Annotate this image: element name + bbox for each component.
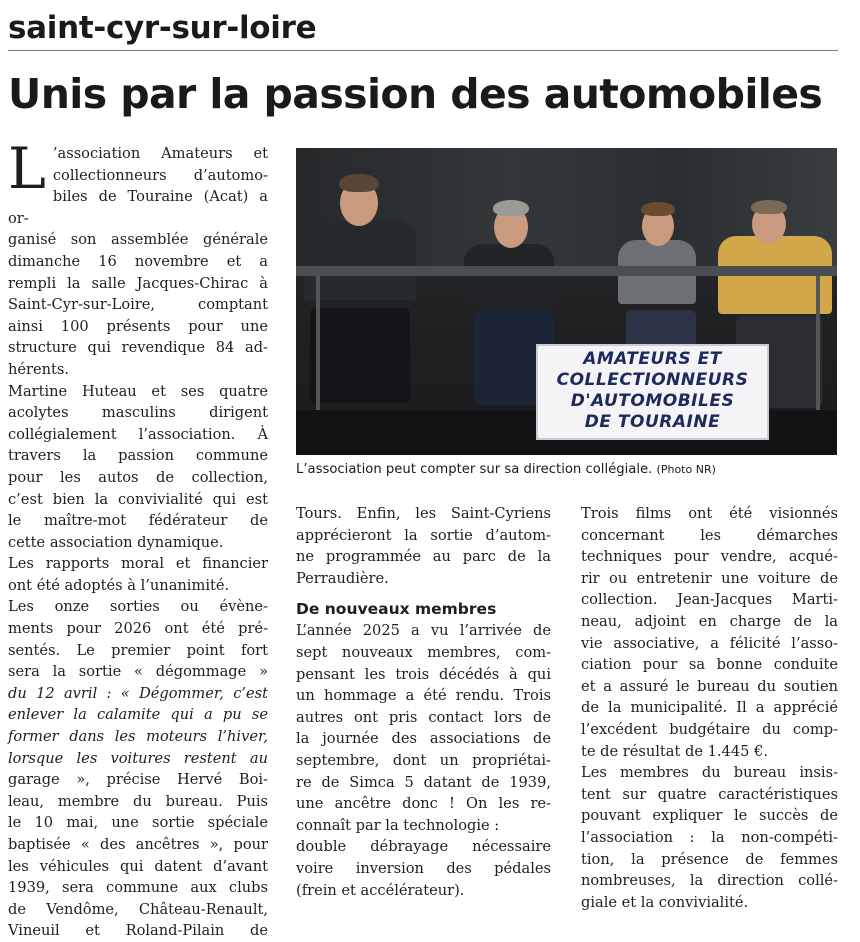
- text-line: Martine Huteau et ses quatre: [8, 382, 268, 400]
- text-line: tion, la présence de femmes: [581, 850, 838, 868]
- text-line: ganisé son assemblée générale: [8, 231, 268, 249]
- text-line: giale et la convivialité.: [581, 893, 749, 911]
- photo-caption: [296, 461, 837, 479]
- article-column-1: [8, 136, 268, 942]
- text-line: structure qui revendique 84 ad-: [8, 339, 268, 357]
- text-line: rempli la salle Jacques-Chirac à: [8, 274, 268, 292]
- text-line: neau, adjoint en charge de la: [581, 612, 838, 630]
- text-line: Perraudière.: [296, 569, 389, 587]
- column-2-text-bottom: [296, 620, 551, 901]
- table: [296, 266, 837, 276]
- text-line: te de résultat de 1.445 €.: [581, 742, 768, 760]
- text-line: collectionneurs d’automo-: [52, 166, 268, 184]
- text-line: Les rapports moral et financier: [8, 555, 268, 573]
- column-2-text-top: [296, 503, 551, 589]
- text-line: de la municipalité. Il a apprécié: [581, 699, 838, 717]
- text-line: connaît par la technologie :: [296, 816, 500, 834]
- text-line: voire inversion des pédales: [296, 859, 551, 877]
- text-line: l’association : la non-compéti-: [581, 828, 838, 846]
- text-line: pour les autos de collection,: [8, 468, 268, 486]
- text-line: pouvant expliquer le succès de: [581, 807, 838, 825]
- section-kicker: saint-cyr-sur-loire: [8, 8, 838, 51]
- text-line: ments pour 2026 ont été pré-: [8, 620, 268, 638]
- text-line: c’est bien la convivialité qui est: [8, 490, 268, 508]
- text-line: ne programmée au parc de la: [296, 548, 551, 566]
- article-column-2: [296, 503, 551, 901]
- text-line: apprécieront la sortie d’autom-: [296, 526, 551, 544]
- text-line: Tours. Enfin, les Saint-Cyriens: [296, 505, 551, 522]
- subheading: De nouveaux membres: [296, 600, 497, 619]
- text-line: de Vendôme, Château-Renault,: [8, 900, 268, 918]
- text-line: nombreuses, la direction collé-: [581, 872, 838, 890]
- caption-text: L’association peut compter sur sa direction collégiale.: [296, 462, 653, 477]
- headline: Unis par la passion des automobiles: [8, 70, 823, 118]
- club-banner: [536, 344, 769, 440]
- text-line: et a assuré le bureau du soutien: [581, 677, 838, 695]
- text-line: Les onze sorties ou évène-: [8, 598, 268, 616]
- text-line: le 10 mai, une sortie spéciale: [8, 814, 268, 832]
- text-line: L’année 2025 a vu l’arrivée de: [296, 622, 551, 640]
- photo-credit: (Photo NR): [656, 463, 716, 476]
- banner-line: COLLECTIONNEURS: [556, 370, 749, 390]
- article-column-3: [581, 503, 838, 913]
- text-line: baptisée « des ancêtres », pour: [8, 836, 268, 853]
- text-line: une ancêtre donc ! On les re-: [296, 795, 551, 813]
- text-line: cette association dynamique.: [8, 533, 224, 551]
- text-line: septembre, dont un propriétai-: [296, 751, 551, 769]
- text-line: Les membres du bureau insis-: [581, 764, 838, 782]
- banner-line: D'AUTOMOBILES: [570, 391, 735, 411]
- text-line: lorsque les voitures restent au: [8, 749, 268, 767]
- text-line: collection. Jean-Jacques Marti-: [581, 591, 838, 609]
- text-line: Saint-Cyr-sur-Loire, comptant: [8, 296, 268, 314]
- text-line: un hommage a été rendu. Trois: [296, 687, 551, 705]
- text-line: former dans les moteurs l’hiver,: [8, 728, 268, 746]
- text-line: enlever la calamite qui a pu se: [8, 706, 268, 724]
- text-line: la journée des associations de: [296, 730, 551, 748]
- text-line: acolytes masculins dirigent: [8, 404, 268, 422]
- banner-line: AMATEURS ET: [583, 349, 722, 369]
- text-line: sera la sortie « dégommage »: [8, 663, 268, 681]
- text-line: leau, membre du bureau. Puis: [8, 792, 268, 810]
- text-line: du 12 avril : « Dégommer, c’est: [8, 684, 268, 702]
- text-line: ’association Amateurs et: [52, 145, 268, 162]
- text-line: 1939, sera commune aux clubs: [8, 879, 268, 897]
- text-line: (frein et accélérateur).: [296, 881, 465, 899]
- text-line: double débrayage nécessaire: [296, 838, 551, 856]
- text-line: hérents.: [8, 360, 70, 378]
- column-3-text: [581, 503, 838, 913]
- text-line: dimanche 16 novembre et a: [8, 252, 268, 270]
- text-line: garage », précise Hervé Boi-: [8, 771, 268, 789]
- text-line: re de Simca 5 datant de 1939,: [296, 773, 551, 791]
- text-line: ont été adoptés à l’unanimité.: [8, 576, 230, 594]
- text-line: biles de Touraine (Acat) a or-: [8, 188, 268, 227]
- text-line: Vineuil et Roland-Pilain de: [8, 922, 268, 940]
- text-line: sept nouveaux membres, com-: [296, 643, 551, 661]
- article-photo: [296, 148, 837, 455]
- column-1-text: [8, 136, 268, 942]
- text-line: sentés. Le premier point fort: [8, 641, 268, 659]
- text-line: les véhicules qui datent d’avant: [8, 857, 268, 875]
- text-line: vie associative, a félicité l’asso-: [581, 634, 838, 652]
- text-line: ainsi 100 présents pour une: [8, 317, 268, 335]
- text-line: techniques pour vendre, acqué-: [581, 548, 838, 566]
- text-line: rir ou entretenir une voiture de: [581, 569, 838, 587]
- text-line: tent sur quatre caractéristiques: [581, 785, 838, 803]
- text-line: collégialement l’association. À: [8, 425, 268, 443]
- text-line: le maître-mot fédérateur de: [8, 512, 268, 530]
- drop-cap: L: [8, 136, 46, 202]
- text-line: pensant les trois décédés à qui: [296, 665, 551, 683]
- text-line: Trois films ont été visionnés: [581, 505, 838, 522]
- text-line: ciation pour sa bonne conduite: [581, 656, 838, 674]
- text-line: l’excédent budgétaire du comp-: [581, 720, 838, 738]
- text-line: concernant les démarches: [581, 526, 838, 544]
- text-line: travers la passion commune: [8, 447, 268, 465]
- banner-line: DE TOURAINE: [584, 412, 721, 432]
- text-line: autres ont pris contact lors de: [296, 708, 551, 726]
